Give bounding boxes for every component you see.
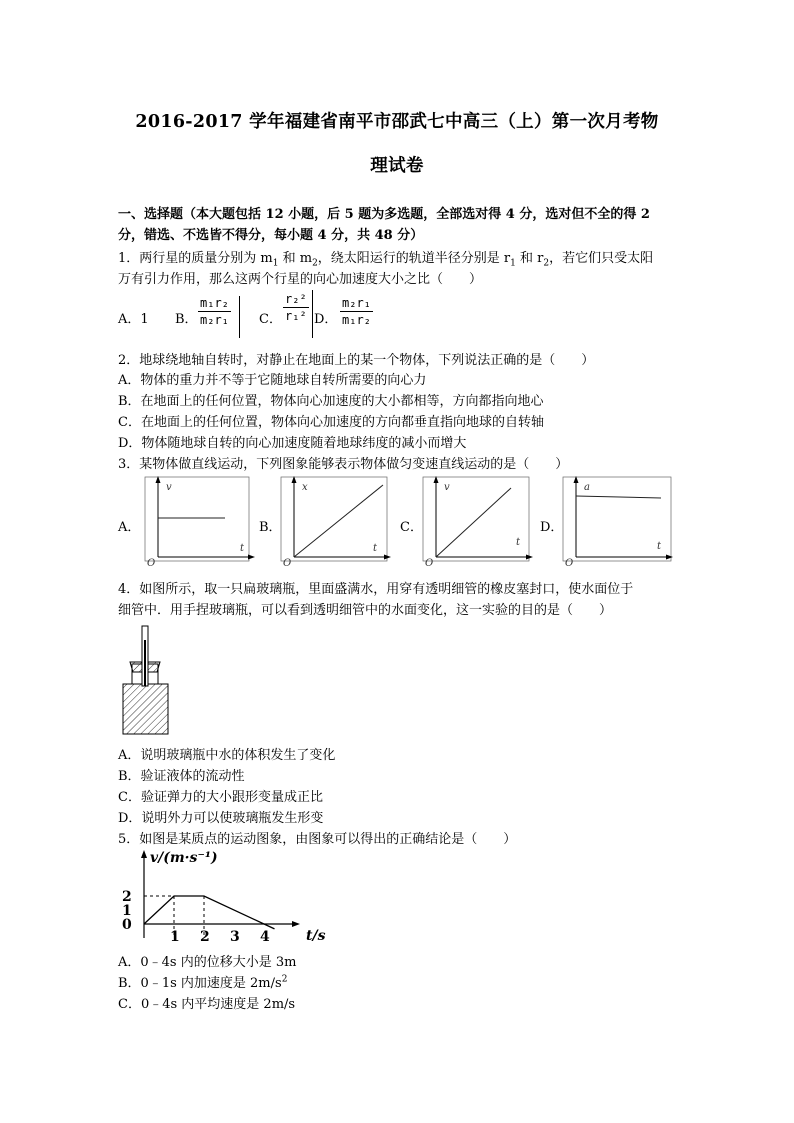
q5-x-axis-label: t/s [306,928,326,944]
q1-option-a: A．1 [118,312,149,327]
q3c-axis-x: t [516,537,521,548]
y-tick-label-1: 1 [122,903,132,919]
q3a-axis-x: t [240,543,245,554]
q5-y-axis-label: v/(m·s⁻¹) [150,850,218,866]
q1-option-d-fraction: m₂r₁ m₁r₂ [342,296,371,327]
q3c-axis-y: v [444,482,450,493]
q4-option-c: C．验证弹力的大小跟形变量成正比 [118,790,323,805]
q1-option-b-label: B． [175,312,198,327]
paper-title-line-2: 理试卷 [370,156,424,176]
q5-velocity-graph [118,848,338,946]
q3b-axis-y: x [302,482,308,493]
q5-option-a: A．0﹣4s 内的位移大小是 3m [118,955,297,970]
q1-separator-b [239,296,240,338]
q3a-axis-y: v [166,482,172,493]
x-tick-label-1: 1 [170,929,180,945]
q1-separator-c [312,290,313,338]
q1-option-d-label: D． [314,312,338,327]
q4-option-a: A．说明玻璃瓶中水的体积发生了变化 [118,748,336,763]
section-heading-line-1: 一、选择题（本大题包括 12 小题，后 5 题为多选题，全部选对得 4 分，选对但不全的得 2 [118,207,650,222]
q2-option-c: C．在地面上的任何位置，物体向心加速度的方向都垂直指向地球的自转轴 [118,415,544,430]
q1-stem-line-2: 万有引力作用，那么这两个行星的向心加速度大小之比（ ） [118,272,483,287]
x-tick-label-4: 4 [260,929,270,945]
q3-option-c-label: C． [400,520,423,535]
x-tick-label-2: 2 [200,929,210,945]
q2-option-d: D．物体随地球自转的向心加速度随着地球纬度的减小而增大 [118,436,467,451]
x-tick-label-3: 3 [230,929,240,945]
q3d-axis-x: t [657,541,662,552]
q3a-origin: O [147,558,156,569]
q3b-origin: O [283,558,292,569]
q2-stem: 2．地球绕地轴自转时，对静止在地面上的某一个物体，下列说法正确的是（ ） [118,353,595,368]
q3d-origin: O [565,558,574,569]
q3c-origin: O [425,558,434,569]
q3-option-d-label: D． [540,520,564,535]
q4-option-b: B．验证液体的流动性 [118,769,245,784]
q3-stem: 3．某物体做直线运动，下列图象能够表示物体做匀变速直线运动的是（ ） [118,457,569,472]
y-tick-label-0: 0 [122,917,132,933]
y-tick-label-2: 2 [122,889,132,905]
q1-option-c-label: C． [259,312,282,327]
q3-option-a-label: A． [118,520,141,535]
q3-graph-c [423,473,535,567]
q2-option-b: B．在地面上的任何位置，物体向心加速度的大小都相等，方向都指向地心 [118,394,544,409]
q1-option-c-fraction: r₂² r₁² [285,292,307,323]
q5-stem: 5．如图是某质点的运动图象，由图象可以得出的正确结论是（ ） [118,832,517,847]
q4-stem-line-1: 4．如图所示，取一只扁玻璃瓶，里面盛满水，用穿有透明细管的橡皮塞封口，使水面位于 [118,582,634,597]
q4-option-d: D．说明外力可以使玻璃瓶发生形变 [118,811,324,826]
q3d-axis-y: a [584,482,590,493]
q5-option-b: B．0﹣1s 内加速度是 $2m/s^2$ [118,974,288,991]
section-heading-line-2: 分，错选、不选皆不得分，每小题 4 分，共 48 分） [118,228,424,243]
q2-option-a: A．物体的重力并不等于它随地球自转所需要的向心力 [118,373,427,388]
q3b-axis-x: t [373,543,378,554]
q3-graph-b [281,473,393,567]
q3-option-b-label: B． [259,520,282,535]
paper-title-line-1: 2016-2017 学年福建省南平市邵武七中高三（上）第一次月考物 [135,112,659,132]
q1-stem-line-1: 1．两行星的质量分别为 $m_1$ 和 $m_2$，绕太阳运行的轨道半径分别是 $r_1$ 和 $r_2$，若它们只受太阳 [118,251,654,269]
bottle-diagram [118,622,174,738]
q1-option-b-fraction: m₁r₂ m₂r₁ [200,296,229,327]
q5-option-c: C．0﹣4s 内平均速度是 2m/s [118,997,296,1012]
q3-graph-d [563,473,675,567]
q4-stem-line-2: 细管中．用手捏玻璃瓶，可以看到透明细管中的水面变化，这一实验的目的是（ ） [118,603,613,618]
q3-graph-a [145,473,257,567]
